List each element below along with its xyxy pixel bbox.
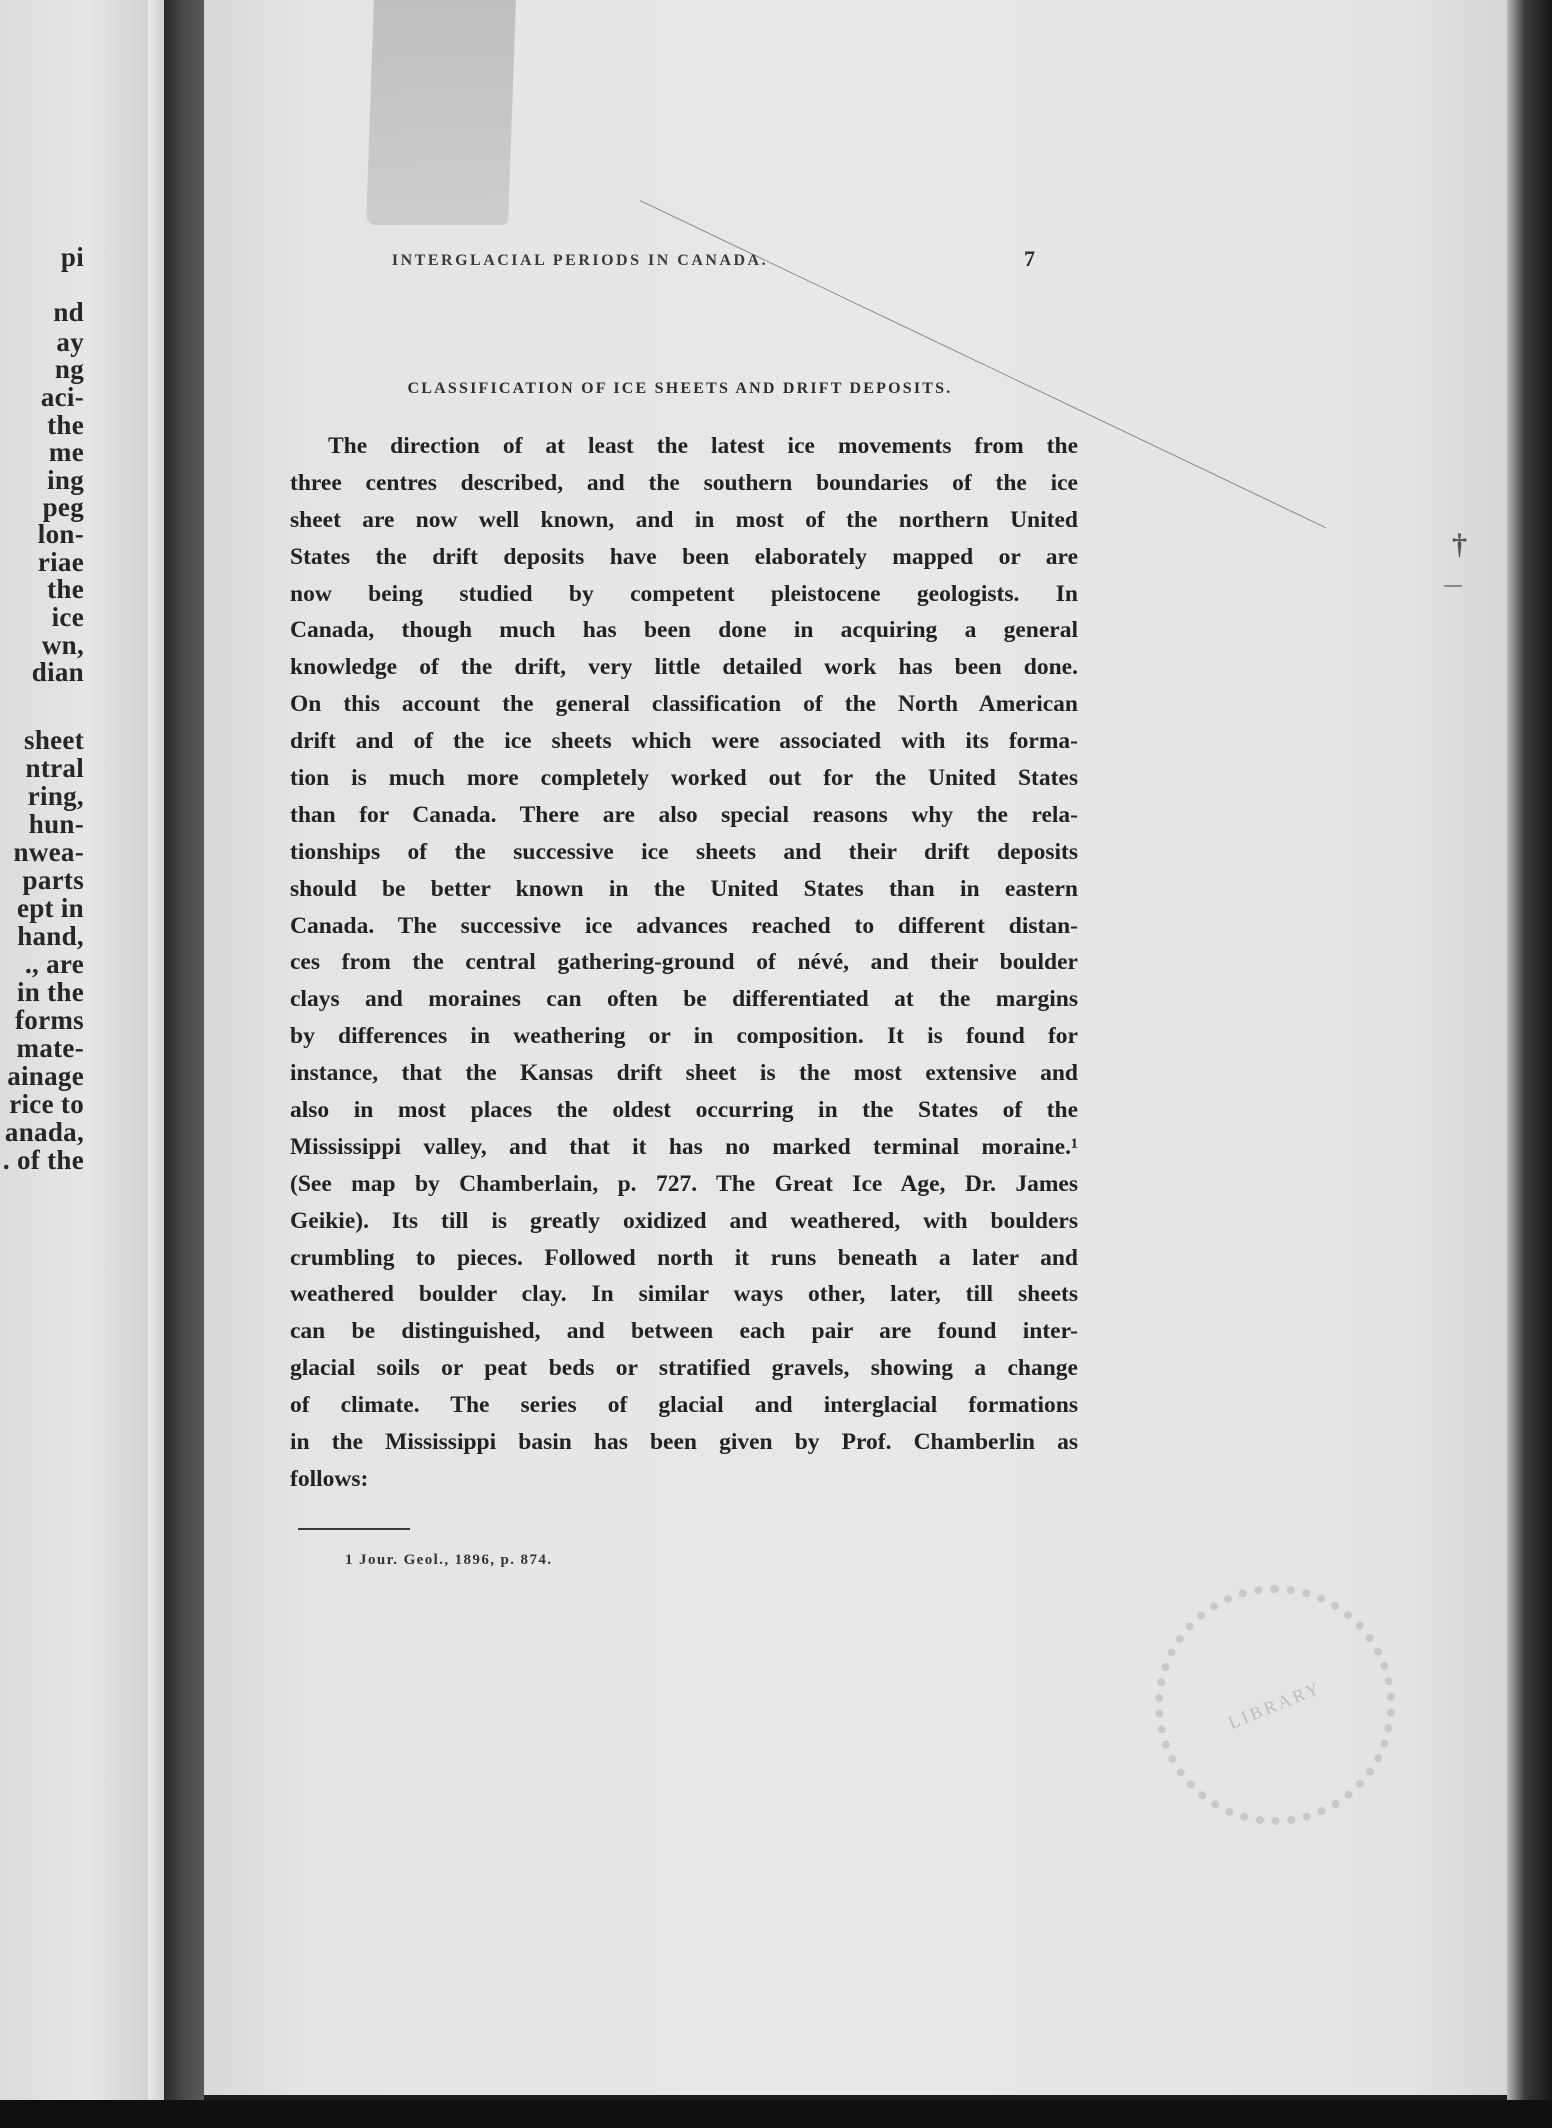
body-line: ces from the central gathering-ground of névé, and their boulder [290, 949, 1078, 976]
footnote-rule [298, 1528, 410, 1530]
left-page-fragment: parts [22, 865, 84, 895]
left-page-fragment: ., are [24, 949, 84, 979]
left-page-fragment: ring, [27, 781, 84, 811]
library-stamp-text: LIBRARY [1225, 1676, 1325, 1733]
body-line: should be better known in the United States than in eastern [290, 875, 1078, 902]
body-line: clays and moraines can often be differentiated at the margins [290, 986, 1078, 1013]
body-line: also in most places the oldest occurring in the States of the [290, 1097, 1078, 1124]
left-page-fragment: peg [42, 492, 84, 522]
body-line: now being studied by competent pleistocene geologists. In [290, 580, 1078, 607]
left-page-fragment: the [47, 410, 84, 440]
body-line: tionships of the successive ice sheets and their drift deposits [290, 838, 1078, 865]
body-line: than for Canada. There are also special reasons why the rela- [290, 801, 1078, 828]
page-number: 7 [1024, 246, 1035, 271]
left-page-fragment: hand, [17, 921, 84, 951]
tape-mark [366, 0, 516, 225]
body-line: The direction of at least the latest ice movements from the [328, 433, 1078, 459]
body-line: instance, that the Kansas drift sheet is the most extensive and [290, 1060, 1078, 1087]
left-page-fragment: ainage [7, 1061, 84, 1091]
left-page-fragment: ng [54, 354, 84, 384]
body-line: by differences in weathering or in composition. It is found for [290, 1023, 1078, 1050]
body-line: Canada. The successive ice advances reached to different distan- [290, 912, 1078, 939]
body-line: States the drift deposits have been elaborately mapped or are [290, 543, 1078, 570]
left-page-fragment: mate- [16, 1033, 84, 1063]
body-line: (See map by Chamberlain, p. 727. The Great Ice Age, Dr. James [290, 1170, 1078, 1197]
body-line: follows: [290, 1465, 369, 1492]
left-page-fragment: ing [47, 465, 84, 495]
body-line: sheet are now well known, and in most of the northern United [290, 506, 1078, 533]
left-page-fragment: forms [15, 1005, 84, 1035]
body-paragraph [290, 428, 1078, 1498]
left-page-fragment: ay [56, 327, 84, 357]
left-page-fragment: nwea- [13, 837, 84, 867]
left-page-fragment: hun- [28, 809, 84, 839]
body-line: drift and of the ice sheets which were associated with its forma- [290, 728, 1078, 755]
previous-page-edge [148, 0, 164, 2100]
library-stamp [1155, 1585, 1395, 1825]
margin-mark: † [1452, 528, 1467, 561]
left-page-fragment: the [47, 574, 84, 604]
left-page-fragment: riae [37, 547, 84, 577]
left-page-fragment: nd [53, 297, 84, 327]
left-page-fragment: wn, [41, 630, 84, 660]
book-gutter [164, 0, 204, 2128]
body-line: Canada, though much has been done in acquiring a general [290, 617, 1078, 644]
left-page-fragment: rice to [9, 1089, 84, 1119]
left-page-fragment: ntral [25, 753, 84, 783]
body-line: crumbling to pieces. Followed north it runs beneath a later and [290, 1244, 1078, 1271]
scanner-bottom-band [0, 2100, 1552, 2128]
body-line: three centres described, and the southern boundaries of the ice [290, 469, 1078, 496]
left-page-fragment: me [48, 437, 84, 467]
section-heading: CLASSIFICATION OF ICE SHEETS AND DRIFT DEPOSITS. [407, 380, 953, 397]
body-line: glacial soils or peat beds or stratified gravels, showing a change [290, 1355, 1078, 1382]
previous-page-strip [0, 0, 148, 2100]
margin-dash [1444, 585, 1462, 587]
body-line: weathered boulder clay. In similar ways other, later, till sheets [290, 1281, 1078, 1308]
body-line: On this account the general classification of the North American [290, 691, 1078, 718]
body-line: in the Mississippi basin has been given by Prof. Chamberlin as [290, 1429, 1078, 1456]
body-line: knowledge of the drift, very little detailed work has been done. [290, 654, 1078, 681]
left-page-fragment: pi [60, 242, 84, 272]
left-page-fragment: dian [31, 657, 84, 687]
left-page-fragment: in the [16, 977, 84, 1007]
footnote: 1 Jour. Geol., 1896, p. 874. [345, 1552, 553, 1568]
body-line: Mississippi valley, and that it has no marked terminal moraine.¹ [290, 1133, 1078, 1160]
left-page-fragment: ice [51, 602, 84, 632]
left-page-fragment: lon- [37, 519, 84, 549]
left-page-fragment: . of the [2, 1145, 84, 1175]
running-head: INTERGLACIAL PERIODS IN CANADA. [391, 252, 769, 269]
body-line: Geikie). Its till is greatly oxidized and weathered, with boulders [290, 1207, 1078, 1234]
left-page-fragment: sheet [24, 725, 84, 755]
body-line: can be distinguished, and between each pair are found inter- [290, 1318, 1078, 1345]
left-page-fragment: aci- [40, 382, 84, 412]
body-line: of climate. The series of glacial and interglacial formations [290, 1392, 1078, 1419]
page-right-edge [1507, 0, 1552, 2128]
left-page-fragment: ept in [16, 893, 84, 923]
body-line: tion is much more completely worked out for the United States [290, 765, 1078, 792]
left-page-fragment: anada, [4, 1117, 84, 1147]
